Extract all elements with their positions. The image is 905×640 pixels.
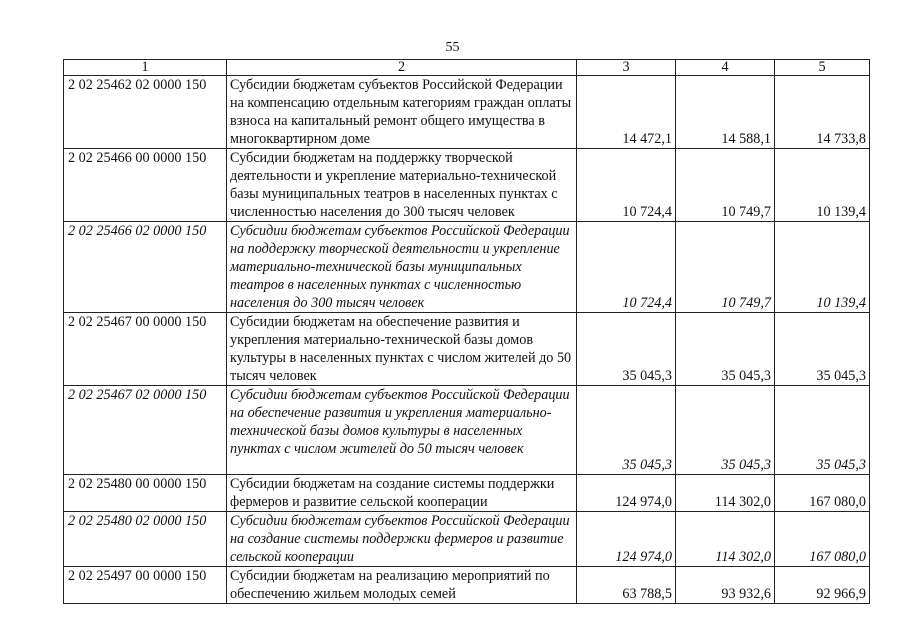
header-col-3: 3: [577, 60, 676, 76]
value-col-4: 35 045,3: [676, 386, 775, 475]
table-row: [64, 386, 870, 475]
budget-code: 2 02 25480 02 0000 150: [64, 512, 227, 567]
row-description: Субсидии бюджетам на создание системы поддержки фермеров и развитие сельской кооперации: [227, 475, 577, 512]
table-row: [64, 76, 870, 149]
table-row: [64, 313, 870, 386]
table-row: [64, 149, 870, 222]
budget-code: 2 02 25480 00 0000 150: [64, 475, 227, 512]
value-col-5: 35 045,3: [775, 386, 870, 475]
value-col-4: 14 588,1: [676, 76, 775, 149]
header-col-2: 2: [227, 60, 577, 76]
value-col-5: 14 733,8: [775, 76, 870, 149]
value-col-5: 167 080,0: [775, 512, 870, 567]
row-description: Субсидии бюджетам на реализацию мероприятий по обеспечению жильем молодых семей: [227, 567, 577, 604]
table-row: [64, 512, 870, 567]
value-col-3: 124 974,0: [577, 475, 676, 512]
header-col-4: 4: [676, 60, 775, 76]
row-description: Субсидии бюджетам субъектов Российской Федерации на обеспечение развития и укрепления материально-технической базы домов культуры в населенных пунктах с числом жителей до 50 тысяч человек: [227, 386, 577, 475]
page-number: 55: [445, 40, 460, 55]
budget-table: [63, 59, 870, 604]
row-description: Субсидии бюджетам субъектов Российской Федерации на создание системы поддержки фермеров и развитие сельской кооперации: [227, 512, 577, 567]
value-col-5: 10 139,4: [775, 222, 870, 313]
budget-code: 2 02 25466 00 0000 150: [64, 149, 227, 222]
value-col-4: 93 932,6: [676, 567, 775, 604]
row-description: Субсидии бюджетам субъектов Российской Федерации на поддержку творческой деятельности и укрепление материально-технической базы муниципальных театров в населенных пунктах с численностью населения до 300 тысяч человек: [227, 222, 577, 313]
row-description: Субсидии бюджетам на обеспечение развития и укрепления материально-технической базы домов культуры в населенных пунктах с числом жителей до 50 тысяч человек: [227, 313, 577, 386]
value-col-3: 63 788,5: [577, 567, 676, 604]
row-description: Субсидии бюджетам субъектов Российской Федерации на компенсацию отдельным категориям граждан оплаты взноса на капитальный ремонт общего имущества в многоквартирном доме: [227, 76, 577, 149]
value-col-4: 114 302,0: [676, 512, 775, 567]
value-col-3: 35 045,3: [577, 386, 676, 475]
value-col-4: 10 749,7: [676, 222, 775, 313]
value-col-3: 14 472,1: [577, 76, 676, 149]
header-row: [64, 60, 870, 76]
budget-code: 2 02 25462 02 0000 150: [64, 76, 227, 149]
budget-code: 2 02 25467 02 0000 150: [64, 386, 227, 475]
value-col-5: 10 139,4: [775, 149, 870, 222]
value-col-5: 92 966,9: [775, 567, 870, 604]
value-col-4: 10 749,7: [676, 149, 775, 222]
value-col-3: 35 045,3: [577, 313, 676, 386]
value-col-3: 124 974,0: [577, 512, 676, 567]
header-col-5: 5: [775, 60, 870, 76]
table-row: [64, 475, 870, 512]
table-row: [64, 567, 870, 604]
value-col-3: 10 724,4: [577, 222, 676, 313]
value-col-5: 167 080,0: [775, 475, 870, 512]
value-col-5: 35 045,3: [775, 313, 870, 386]
budget-code: 2 02 25466 02 0000 150: [64, 222, 227, 313]
value-col-3: 10 724,4: [577, 149, 676, 222]
row-description: Субсидии бюджетам на поддержку творческой деятельности и укрепление материально-технической базы муниципальных театров в населенных пунктах с численностью населения до 300 тысяч человек: [227, 149, 577, 222]
budget-code: 2 02 25497 00 0000 150: [64, 567, 227, 604]
value-col-4: 35 045,3: [676, 313, 775, 386]
table-row: [64, 222, 870, 313]
header-col-1: 1: [64, 60, 227, 76]
value-col-4: 114 302,0: [676, 475, 775, 512]
budget-code: 2 02 25467 00 0000 150: [64, 313, 227, 386]
